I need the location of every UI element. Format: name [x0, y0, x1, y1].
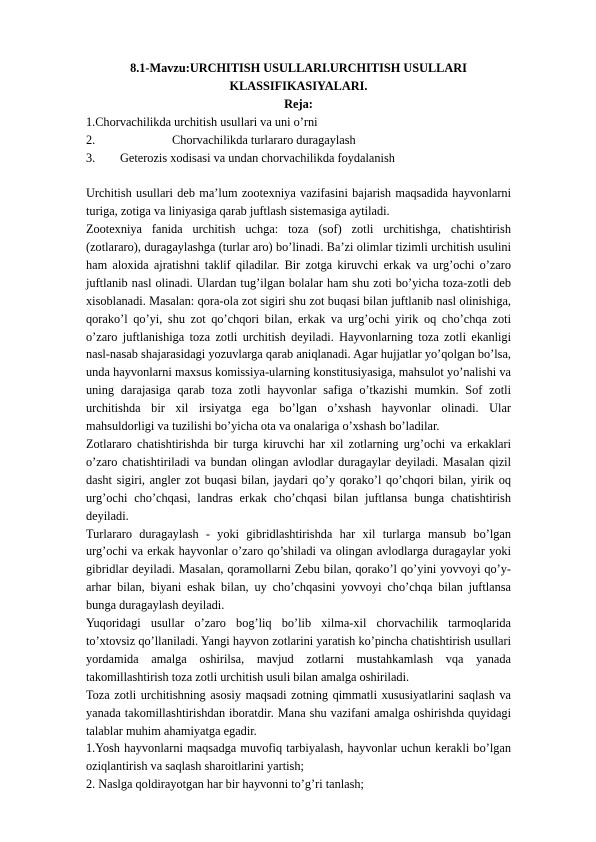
spacer: [86, 167, 511, 185]
document-page: [86, 60, 511, 794]
page-title: [86, 60, 511, 96]
plan-item-text: Geterozis xodisasi va undan chorvachilikda foydalanish: [120, 150, 395, 165]
plan-item-1: [86, 114, 511, 132]
plan-item-number: 3.: [86, 150, 96, 165]
plan-item-number: 1.: [86, 114, 96, 129]
paragraph: Yuqoridagi usullar o’zaro bog’liq bo’lib xilma-xil chorvachilik tarmoqlarida to’xtovsiz qo’llaniladi. Yangi hayvon zotlarini yaratish ko’pincha chatishtirish usullari yordamida amalga oshirilsa, mavjud zotlarni mustahkamlash vqa yanada takomillashtirish toza zotli urchitish usuli bilan amalga oshiriladi.: [86, 616, 511, 684]
plan-item-number: 2.: [86, 132, 96, 147]
title-line-2: KLASSIFIKASIYALARI.: [229, 78, 368, 93]
paragraph: 1.Yosh hayvonlarni maqsadga muvofiq tarbiyalash, hayvonlar uchun kerakli bo’lgan oziqlantirish va saqlash sharoitlarini yartish;: [86, 741, 511, 774]
paragraph: Urchitish usullari deb ma’lum zootexniya vazifasini bajarish maqsadida hayvonlarni turiga, zotiga va liniyasiga qarab juftlash sistemasiga aytiladi.: [86, 186, 511, 219]
plan-item-3: [86, 150, 511, 168]
paragraph: Toza zotli urchitishning asosiy maqsadi zotning qimmatli xususiyatlarini saqlash va yanada takomillashtirishdan iboratdir. Mana shu vazifani amalga oshirishda quyidagi talablar muhim ahamiyatga egadir.: [86, 687, 511, 738]
plan-item-text: Chorvachilikda urchitish usullari va uni o’rni: [95, 114, 318, 129]
paragraph: Zotlararo chatishtirishda bir turga kiruvchi har xil zotlarning urg’ochi va erkaklari o’zaro chatishtiriladi va bundan olingan avlodlar duragaylar deyiladi. Masalan qizil dasht sigiri, angler zot buqasi bilan, jaydari qo’y qorako’l qo’chqori bilan, yirik oq urg’ochi cho’chqasi, landras erkak cho’chqasi bilan juftlansa bunga chatishtirish deyiladi.: [86, 437, 511, 523]
paragraph: Zootexniya fanida urchitish uchga: toza (sof) zotli urchitishga, chatishtirish (zotlararo), duragaylashga (turlar aro) bo’linadi. Ba’zi olimlar tizimli urchitish usulini ham aloxida ajratishni taklif qiladilar. Bir zotga kiruvchi erkak va urg’ochi o’zaro juftlanib nasl olinadi. Ulardan tug’ilgan bolalar ham shu zoti bo’yicha toza-zotli deb xisoblanadi. Masalan: qora-ola zot sigiri shu zot buqasi bilan juftlanib nasl olinishiga, qorako’l qo’yi, shu zot qo’chqori bilan, erkak va urg’ochi yirik oq cho’chqa zoti o’zaro juftlanishiga toza zotli urchitish deyiladi. Hayvonlarning toza zotli ekanligi nasl-nasab shajarasidagi yozuvlarga qarab aniqlanadi. Agar hujjatlar yo’qolgan bo’lsa, unda hayvonlarni maxsus komissiya-ularning konstitusiyasiga, mahsulot yo’nalishi va uning darajasiga qarab toza zotli hayvonlar safiga o’tkazishi mumkin. Sof zotli urchitishda bir xil irsiyatga ega bo’lgan o’xshash hayvonlar olinadi. Ular mahsuldorligi va tuzilishi bo’yicha ota va onalariga o’xshash bo’ladilar.: [86, 222, 511, 434]
paragraph: 2. Naslga qoldirayotgan har bir hayvonni to’g’ri tanlash;: [86, 777, 364, 792]
plan-item-text: Chorvachilikda turlararo duragaylash: [172, 132, 356, 147]
paragraph: Turlararo duragaylash - yoki gibridlashtirishda har xil turlarga mansub bo’lgan urg’ochi va erkak hayvonlar o’zaro qo’shiladi va olingan avlodlarga duragaylar yoki gibridlar deyiladi. Masalan, qoramollarni Zebu bilan, qorako’l qo’yini yovvoyi qo’y-arhar bilan, biyani eshak bilan, uy cho’chqasini yovvoyi cho’chqa bilan juftlansa bunga duragaylash deyiladi.: [86, 526, 511, 613]
title-line-1: 8.1-Mavzu:URCHITISH USULLARI.URCHITISH USULLARI: [130, 61, 467, 75]
plan-item-2: [86, 132, 511, 150]
plan-heading: Reja:: [284, 96, 313, 111]
